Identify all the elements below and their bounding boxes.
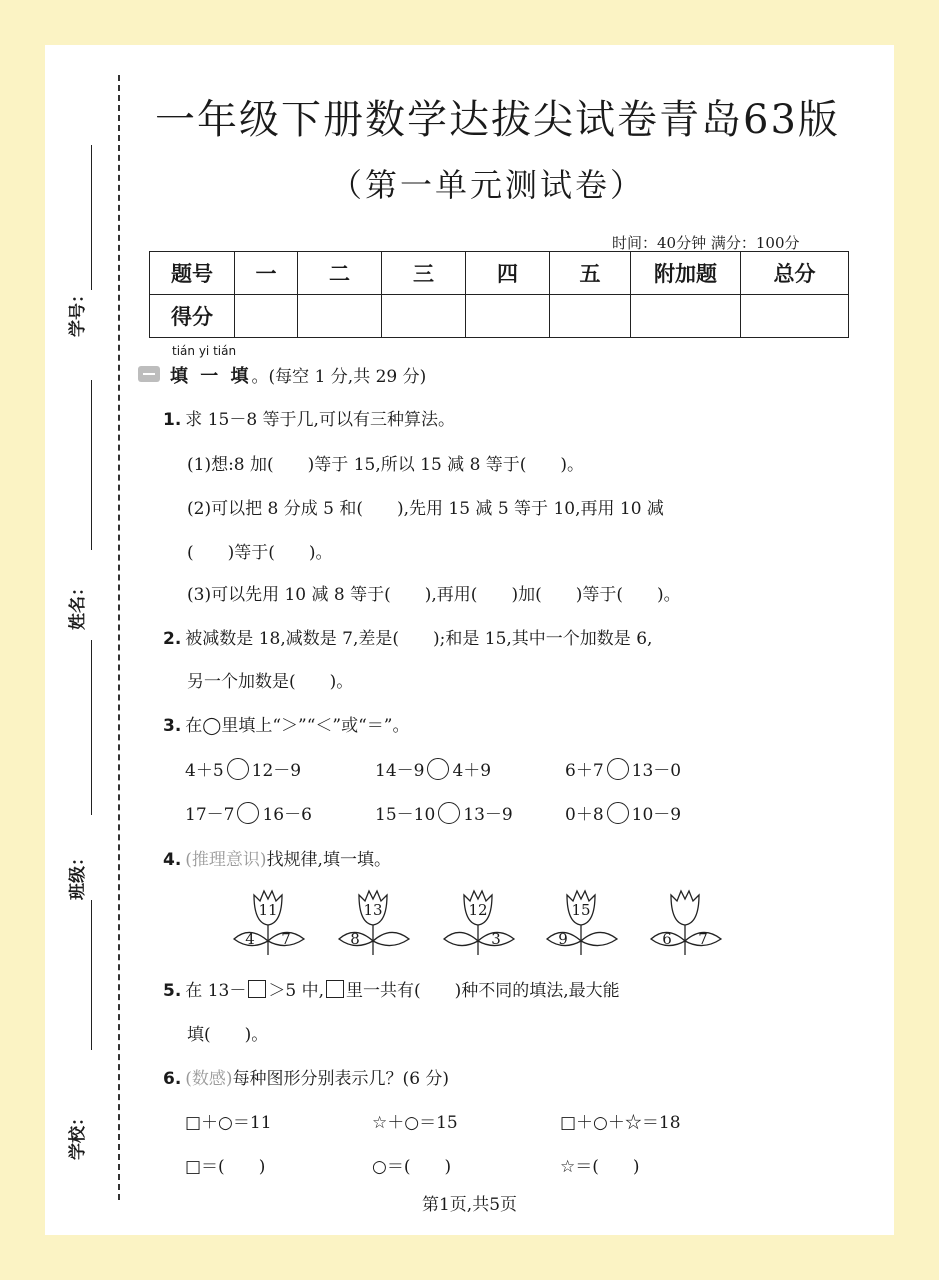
page-footer: 第1页,共5页 (421, 1195, 518, 1215)
score-table-score-row (150, 295, 849, 338)
flower-pattern-item (335, 885, 415, 955)
flower-right-number[interactable]: 7 (281, 930, 291, 948)
exam-subtitle: （第一单元测试卷） (330, 166, 646, 204)
flower-left-number[interactable]: 9 (558, 930, 568, 948)
flower-pattern-item (440, 885, 520, 955)
shape-answer: □＝( ) (185, 1157, 266, 1177)
question-number: 1. (163, 410, 182, 430)
flower-left-number[interactable]: 6 (662, 930, 672, 948)
question-text: 在◯里填上“＞”“＜”或“＝”。 (185, 716, 410, 736)
question-1-line-4: (3)可以先用 10 减 8 等于( ),再用( )加( )等于( )。 (187, 585, 681, 605)
score-table (149, 251, 849, 338)
question-number: 5. (163, 981, 182, 1001)
question-text: 找规律,填一填。 (266, 850, 391, 870)
question-text: 求 15－8 等于几,可以有三种算法。 (185, 410, 455, 430)
flower-left-number[interactable]: 4 (245, 930, 255, 948)
question-6 (163, 1064, 449, 1089)
compare-item: 14－9 4＋9 (375, 756, 491, 781)
flower-top-number[interactable]: 13 (363, 901, 383, 919)
score-header-cell: 三 (382, 252, 466, 295)
score-header-cell: 一 (235, 252, 298, 295)
question-number: 6. (163, 1069, 182, 1089)
section-heading (170, 362, 426, 388)
compare-item: 6＋7 13－0 (565, 756, 681, 781)
name-field[interactable] (68, 350, 130, 630)
score-header-cell: 题号 (150, 252, 235, 295)
score-header-cell: 附加题 (631, 252, 741, 295)
compare-item: 15－10 13－9 (375, 800, 513, 825)
question-4 (163, 845, 391, 870)
flower-pattern-item (543, 885, 623, 955)
score-cell[interactable] (550, 295, 631, 338)
question-5: 5. 在 13－ ＞5 中, 里一共有( )种不同的填法,最大能 (163, 981, 620, 1001)
question-1-line-3: ( )等于( )。 (187, 543, 333, 563)
section-pinyin: tián yi tián (172, 344, 237, 358)
question-number: 4. (163, 850, 182, 870)
section-note: 。(每空 1 分,共 29 分) (251, 367, 427, 387)
score-header-cell: 二 (298, 252, 382, 295)
score-cell[interactable] (631, 295, 741, 338)
time-score-info: 时间：40分钟 满分：100分 (612, 234, 800, 252)
question-3 (163, 711, 409, 736)
school-field[interactable] (68, 890, 130, 1160)
compare-circle[interactable] (227, 758, 249, 780)
shape-equation: □＋○＋☆＝18 (560, 1113, 681, 1133)
flower-top-number[interactable]: 15 (571, 901, 591, 919)
student-id-label: 学号： (68, 286, 88, 337)
question-5-line-2: 填( )。 (187, 1025, 269, 1045)
compare-item: 4＋5 12－9 (185, 756, 301, 781)
compare-item: 0＋8 10－9 (565, 800, 681, 825)
question-text: 每种图形分别表示几？(6 分) (232, 1069, 450, 1089)
compare-circle[interactable] (438, 802, 460, 824)
name-label: 姓名： (68, 579, 88, 630)
compare-circle[interactable] (427, 758, 449, 780)
student-id-field[interactable] (70, 95, 130, 335)
score-header-cell: 总分 (741, 252, 849, 295)
shape-equation: ☆＋○＝15 (372, 1113, 458, 1133)
score-cell[interactable] (235, 295, 298, 338)
school-label: 学校： (68, 1109, 88, 1160)
score-header-cell: 五 (550, 252, 631, 295)
flower-left-number[interactable]: 8 (350, 930, 360, 948)
score-row-label: 得分 (150, 295, 235, 338)
shape-answer: ○＝( ) (372, 1157, 452, 1177)
question-1 (163, 405, 455, 430)
flower-pattern-item (230, 885, 310, 955)
flower-icon (440, 885, 520, 955)
flower-top-number[interactable]: 12 (468, 901, 488, 919)
blank-square (326, 980, 344, 998)
shape-equation: □＋○＝11 (185, 1113, 272, 1133)
score-table-header-row (150, 252, 849, 295)
score-header-cell: 四 (466, 252, 550, 295)
question-text: 被减数是 18,减数是 7,差是( );和是 15,其中一个加数是 6, (185, 629, 653, 649)
shape-answer: ☆＝( ) (560, 1157, 640, 1177)
question-number: 2. (163, 629, 182, 649)
score-cell[interactable] (382, 295, 466, 338)
score-cell[interactable] (741, 295, 849, 338)
exam-title: 一年级下册数学达拔尖试卷青岛63版 (155, 97, 840, 143)
compare-circle[interactable] (607, 802, 629, 824)
score-cell[interactable] (298, 295, 382, 338)
section-number-icon (138, 366, 160, 382)
compare-circle[interactable] (237, 802, 259, 824)
question-1-line-1: (1)想:8 加( )等于 15,所以 15 减 8 等于( )。 (187, 455, 585, 475)
blank-square[interactable] (248, 980, 266, 998)
compare-circle[interactable] (607, 758, 629, 780)
section-title: 填 一 填 (170, 366, 252, 387)
compare-item: 17－7 16－6 (185, 800, 312, 825)
flower-right-number[interactable]: 3 (491, 930, 501, 948)
score-cell[interactable] (466, 295, 550, 338)
class-field[interactable] (68, 630, 130, 900)
question-1-line-2: (2)可以把 8 分成 5 和( ),先用 15 减 5 等于 10,再用 10 减 (187, 499, 664, 519)
question-2-line-2: 另一个加数是( )。 (187, 672, 354, 692)
question-tag: (推理意识) (185, 850, 267, 870)
question-number: 3. (163, 716, 182, 736)
flower-pattern-item (647, 885, 727, 955)
question-2 (163, 624, 652, 649)
class-label: 班级： (68, 849, 88, 900)
question-tag: (数感) (185, 1069, 233, 1089)
flower-right-number[interactable]: 7 (698, 930, 708, 948)
flower-top-number[interactable]: 11 (258, 901, 278, 919)
